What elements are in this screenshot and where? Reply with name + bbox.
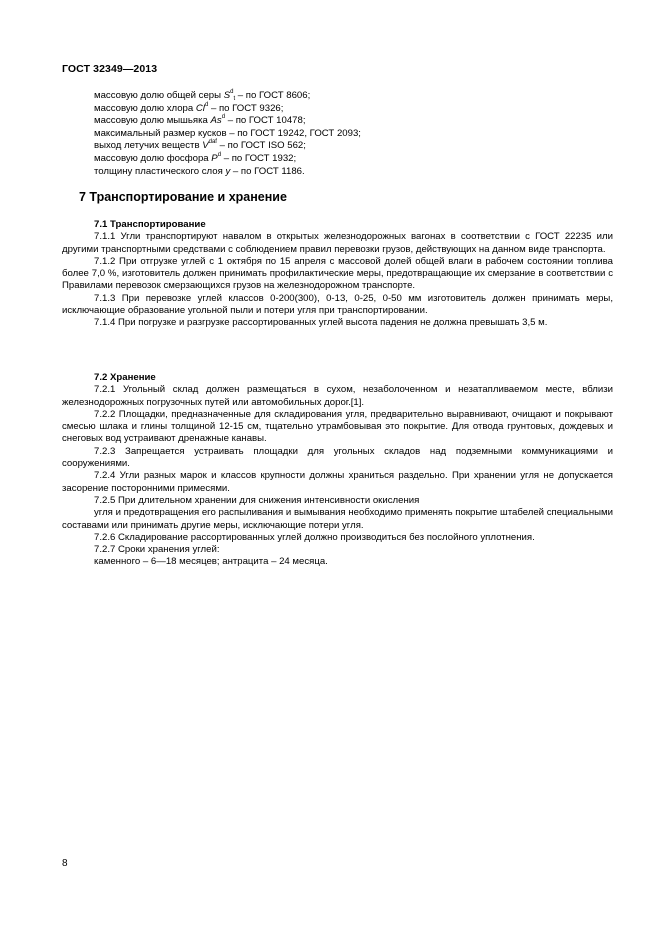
measure-item-phosphorus: массовую долю фосфора $P^d$ – по ГОСТ 1932; [94, 151, 297, 164]
subsection-7-2-title: 7.2 Хранение [94, 372, 156, 383]
storage-terms: каменного – 6—18 месяцев; антрацита – 24 месяца. [94, 556, 328, 568]
subsection-7-2 [62, 372, 613, 569]
paragraph-7-2-5: угля и предотвращения его распыливания и вымывания необходимо применять покрытие штабелей специальными составами или принимать другие меры, исключающие потери угля. [62, 507, 613, 531]
paragraph-7-1-1: 7.1.1 Угли транспортируют навалом в открытых железнодорожных вагонах в соответствии с ГОСТ 22235 или другими транспортными средствами с соблюдением правил перевозки грузов, действующих на данном виде транспорта. [62, 231, 613, 255]
paragraph-7-2-7: 7.2.7 Сроки хранения углей: [94, 544, 220, 556]
measure-item-chlorine: массовую долю хлора Cl$^d$ – по ГОСТ 9326; [94, 101, 284, 114]
document-id-header: ГОСТ 32349—2013 [62, 63, 158, 75]
section-7-title: 7 Транспортирование и хранение [79, 190, 287, 204]
paragraph-7-2-3: 7.2.3 Запрещается устраивать площадки для угольных складов над подземными коммуникациями и сооружениями. [62, 445, 613, 470]
measure-item-volatiles: выход летучих веществ $V^{daf}$ – по ГОСТ ISO 562; [94, 139, 306, 152]
page-number: 8 [62, 858, 68, 869]
measure-item-sulfur: массовую долю общей серы $S^d_t$ – по ГОСТ 8606; [94, 89, 311, 102]
paragraph-7-1-2: 7.1.2 При отгрузке углей с 1 октября по 15 апреля с массовой долей общей влаги в рабочем состоянии топлива более 7,0 %, изготовитель должен принимать профилактические меры, предотвращающие их смерзание в соответствии с Правилами перевозок смерзающихся грузов на железнодорожном транспорте. [62, 255, 613, 292]
paragraph-7-2-6: 7.2.6 Складирование рассортированных углей должно производиться без послойного уплотнения. [94, 531, 535, 543]
measure-item-plastic-layer: толщину пластического слоя y – по ГОСТ 1186. [94, 165, 305, 177]
paragraph-7-2-1: 7.2.1 Угольный склад должен размещаться в сухом, незаболоченном и незатапливаемом месте, вблизи железнодорожных погрузочных путей или автомобильных дорог.[1]. [62, 384, 613, 408]
paragraph-7-2-5-lead: 7.2.5 При длительном хранении для снижения интенсивности окисления [94, 494, 420, 506]
paragraph-7-1-4: 7.1.4 При погрузке и разгрузке рассортированных углей высота падения не должна превышать 3,5 м. [94, 317, 548, 329]
paragraph-7-1-3: 7.1.3 При перевозке углей классов 0-200(300), 0-13, 0-25, 0-50 мм изготовитель должен принимать меры, исключающие образование угольной пыли и потери угля при транспортировании. [62, 292, 613, 317]
subsection-7-1-title: 7.1 Транспортирование [94, 219, 206, 230]
paragraph-7-2-2: 7.2.2 Площадки, предназначенные для складирования угля, предварительно выравнивают, очищают и покрывают смесью шлака и глины толщиной 12-15 см, тщательно утрамбовывая это покрытие. Для отвода грунтовых, дождевых и снеговых вод устраивают дренажные канавы. [62, 408, 613, 445]
paragraph-7-2-4: 7.2.4 Угли разных марок и классов крупности должны храниться раздельно. При хранении угля не допускается засорение посторонними примесями. [62, 470, 613, 494]
subsection-7-1 [62, 219, 613, 330]
measures-list [94, 90, 361, 178]
measure-item-arsenic: массовую долю мышьяка As$^d$ – по ГОСТ 10478; [94, 114, 306, 127]
measure-item-max-size: максимальный размер кусков – по ГОСТ 19242, ГОСТ 2093; [94, 127, 361, 139]
